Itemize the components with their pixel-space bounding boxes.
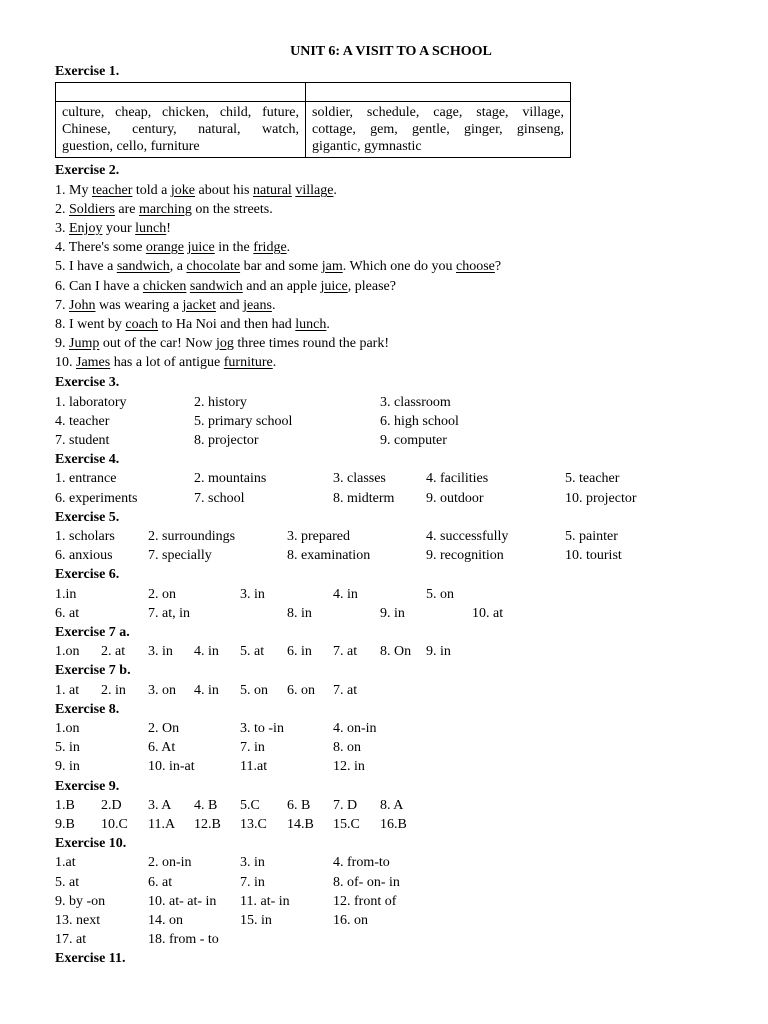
exercise-7b-heading: Exercise 7 b. [55, 663, 131, 678]
answer-item: 9. in [55, 759, 80, 774]
answer-item: 9. in [380, 606, 405, 621]
answer-item: 2. in [101, 683, 126, 698]
answer-item: 1.on [55, 644, 80, 659]
answer-item: 4. B [194, 798, 218, 813]
exercise-2-heading: Exercise 2. [55, 163, 120, 178]
answer-item: 18. from - to [148, 932, 219, 947]
answer-item: 2. mountains [194, 471, 267, 486]
sentence-1: 1. My teacher told a joke about his natural village. [55, 183, 337, 198]
answer-item: 17. at [55, 932, 87, 947]
answer-item: 7. D [333, 798, 358, 813]
answer-item: 3. A [148, 798, 172, 813]
answer-item: 4. successfully [426, 529, 509, 544]
exercise-11-heading: Exercise 11. [55, 951, 126, 966]
left-word-cell: culture, cheap, chicken, child, future, Chinese, century, natural, watch, guestion, cello, furniture [56, 102, 306, 158]
answer-item: 9. by -on [55, 894, 106, 909]
answer-item: 10. at [472, 606, 504, 621]
answer-item: 14. on [148, 913, 183, 928]
table-row [56, 102, 571, 158]
exercise-1-heading: Exercise 1. [55, 64, 120, 79]
sentence-4: 4. There's some orange juice in the fridge. [55, 240, 291, 255]
answer-item: 8. examination [287, 548, 371, 563]
sentence-2: 2. Soldiers are marching on the streets. [55, 202, 273, 217]
answer-item: 6. at [148, 875, 173, 890]
answer-item: 6. experiments [55, 491, 138, 506]
answer-item: 5.C [240, 798, 260, 813]
answer-item: 6. At [148, 740, 176, 755]
answer-item: 2. at [101, 644, 126, 659]
answer-item: 11. at- in [240, 894, 290, 909]
exercise-9-heading: Exercise 9. [55, 779, 120, 794]
page-title: UNIT 6: A VISIT TO A SCHOOL [290, 44, 492, 59]
exercise-7a-heading: Exercise 7 a. [55, 625, 130, 640]
answer-item: 8. in [287, 606, 312, 621]
answer-item: 11.A [148, 817, 176, 832]
answer-item: 5. on [240, 683, 268, 698]
answer-item: 6. at [55, 606, 80, 621]
answer-item: 1. scholars [55, 529, 115, 544]
answer-item: 9. recognition [426, 548, 504, 563]
answer-item: 12. in [333, 759, 365, 774]
answer-item: 10.C [101, 817, 128, 832]
answer-item: 3. on [148, 683, 176, 698]
sentence-10: 10. James has a lot of antigue furniture. [55, 355, 277, 370]
answer-item: 15. in [240, 913, 272, 928]
answer-item: 4. from-to [333, 855, 390, 870]
answer-item: 8. On [380, 644, 412, 659]
answer-item: 7. specially [148, 548, 212, 563]
exercise-6-heading: Exercise 6. [55, 567, 120, 582]
answer-item: 5. painter [565, 529, 618, 544]
answer-item: 3. prepared [287, 529, 350, 544]
answer-item: 1.on [55, 721, 80, 736]
answer-item: 2.D [101, 798, 122, 813]
answer-item: 3. in [240, 587, 265, 602]
answer-item: 5. at [55, 875, 80, 890]
sentence-8: 8. I went by coach to Ha Noi and then had lunch. [55, 317, 330, 332]
answer-item: 7. in [240, 740, 265, 755]
answer-item: 9. computer [380, 433, 447, 448]
answer-item: 1. entrance [55, 471, 117, 486]
answer-item: 16. on [333, 913, 368, 928]
answer-item: 10. projector [565, 491, 637, 506]
answer-item: 3. to -in [240, 721, 284, 736]
answer-item: 3. classroom [380, 395, 451, 410]
answer-item: 6. on [287, 683, 315, 698]
answer-item: 2. on [148, 587, 176, 602]
answer-item: 7. school [194, 491, 245, 506]
answer-item: 5. on [426, 587, 454, 602]
answer-item: 5. teacher [565, 471, 620, 486]
exercise-10-heading: Exercise 10. [55, 836, 127, 851]
answer-item: 4. in [333, 587, 358, 602]
answer-item: 4. facilities [426, 471, 489, 486]
answer-item: 2. history [194, 395, 247, 410]
answer-item: 6. anxious [55, 548, 113, 563]
answer-item: 11.at [240, 759, 268, 774]
sentence-7: 7. John was wearing a jacket and jeans. [55, 298, 276, 313]
answer-item: 7. student [55, 433, 110, 448]
answer-item: 7. at [333, 683, 358, 698]
answer-item: 14.B [287, 817, 314, 832]
sentence-9: 9. Jump out of the car! Now jog three times round the park! [55, 336, 389, 351]
answer-item: 6. in [287, 644, 312, 659]
answer-item: 1. laboratory [55, 395, 127, 410]
answer-item: 1.at [55, 855, 76, 870]
answer-item: 8. A [380, 798, 404, 813]
exercise-5-heading: Exercise 5. [55, 510, 120, 525]
answer-item: 8. of- on- in [333, 875, 400, 890]
sentence-3: 3. Enjoy your lunch! [55, 221, 171, 236]
answer-item: 10. in-at [148, 759, 195, 774]
answer-item: 5. primary school [194, 414, 293, 429]
answer-item: 12.B [194, 817, 221, 832]
answer-item: 2. On [148, 721, 180, 736]
answer-item: 1.B [55, 798, 75, 813]
answer-item: 8. midterm [333, 491, 395, 506]
answer-item: 13.C [240, 817, 267, 832]
exercise-3-heading: Exercise 3. [55, 375, 120, 390]
answer-item: 12. front of [333, 894, 397, 909]
answer-item: 6. B [287, 798, 311, 813]
answer-item: 13. next [55, 913, 101, 928]
answer-item: 9.B [55, 817, 75, 832]
answer-item: 6. high school [380, 414, 459, 429]
answer-item: 4. in [194, 683, 219, 698]
answer-item: 15.C [333, 817, 360, 832]
answer-item: 4. in [194, 644, 219, 659]
answer-item: 7. at [333, 644, 358, 659]
answer-item: 7. at, in [148, 606, 190, 621]
answer-item: 3. in [240, 855, 265, 870]
right-word-cell: soldier, schedule, cage, stage, village, cottage, gem, gentle, ginger, ginseng, gigantic, gymnastic [306, 102, 571, 158]
answer-item: 8. projector [194, 433, 259, 448]
answer-item: 5. in [55, 740, 80, 755]
answer-item: 4. on-in [333, 721, 377, 736]
answer-item: 7. in [240, 875, 265, 890]
answer-item: 3. classes [333, 471, 386, 486]
table-header-row [56, 83, 571, 102]
answer-item: 10. at- at- in [148, 894, 217, 909]
answer-item: 1.in [55, 587, 77, 602]
answer-item: 4. teacher [55, 414, 110, 429]
answer-item: 9. outdoor [426, 491, 484, 506]
sentence-5: 5. I have a sandwich, a chocolate bar and some jam. Which one do you choose? [55, 259, 502, 274]
exercise-4-heading: Exercise 4. [55, 452, 120, 467]
answer-item: 9. in [426, 644, 451, 659]
answer-item: 2. on-in [148, 855, 192, 870]
exercise-8-heading: Exercise 8. [55, 702, 120, 717]
answer-item: 10. tourist [565, 548, 622, 563]
sentence-6: 6. Can I have a chicken sandwich and an apple juice, please? [55, 279, 396, 294]
answer-item: 16.B [380, 817, 407, 832]
answer-item: 1. at [55, 683, 80, 698]
answer-item: 5. at [240, 644, 265, 659]
answer-item: 2. surroundings [148, 529, 236, 544]
exercise-1-table [55, 82, 571, 158]
answer-item: 3. in [148, 644, 173, 659]
answer-item: 8. on [333, 740, 361, 755]
